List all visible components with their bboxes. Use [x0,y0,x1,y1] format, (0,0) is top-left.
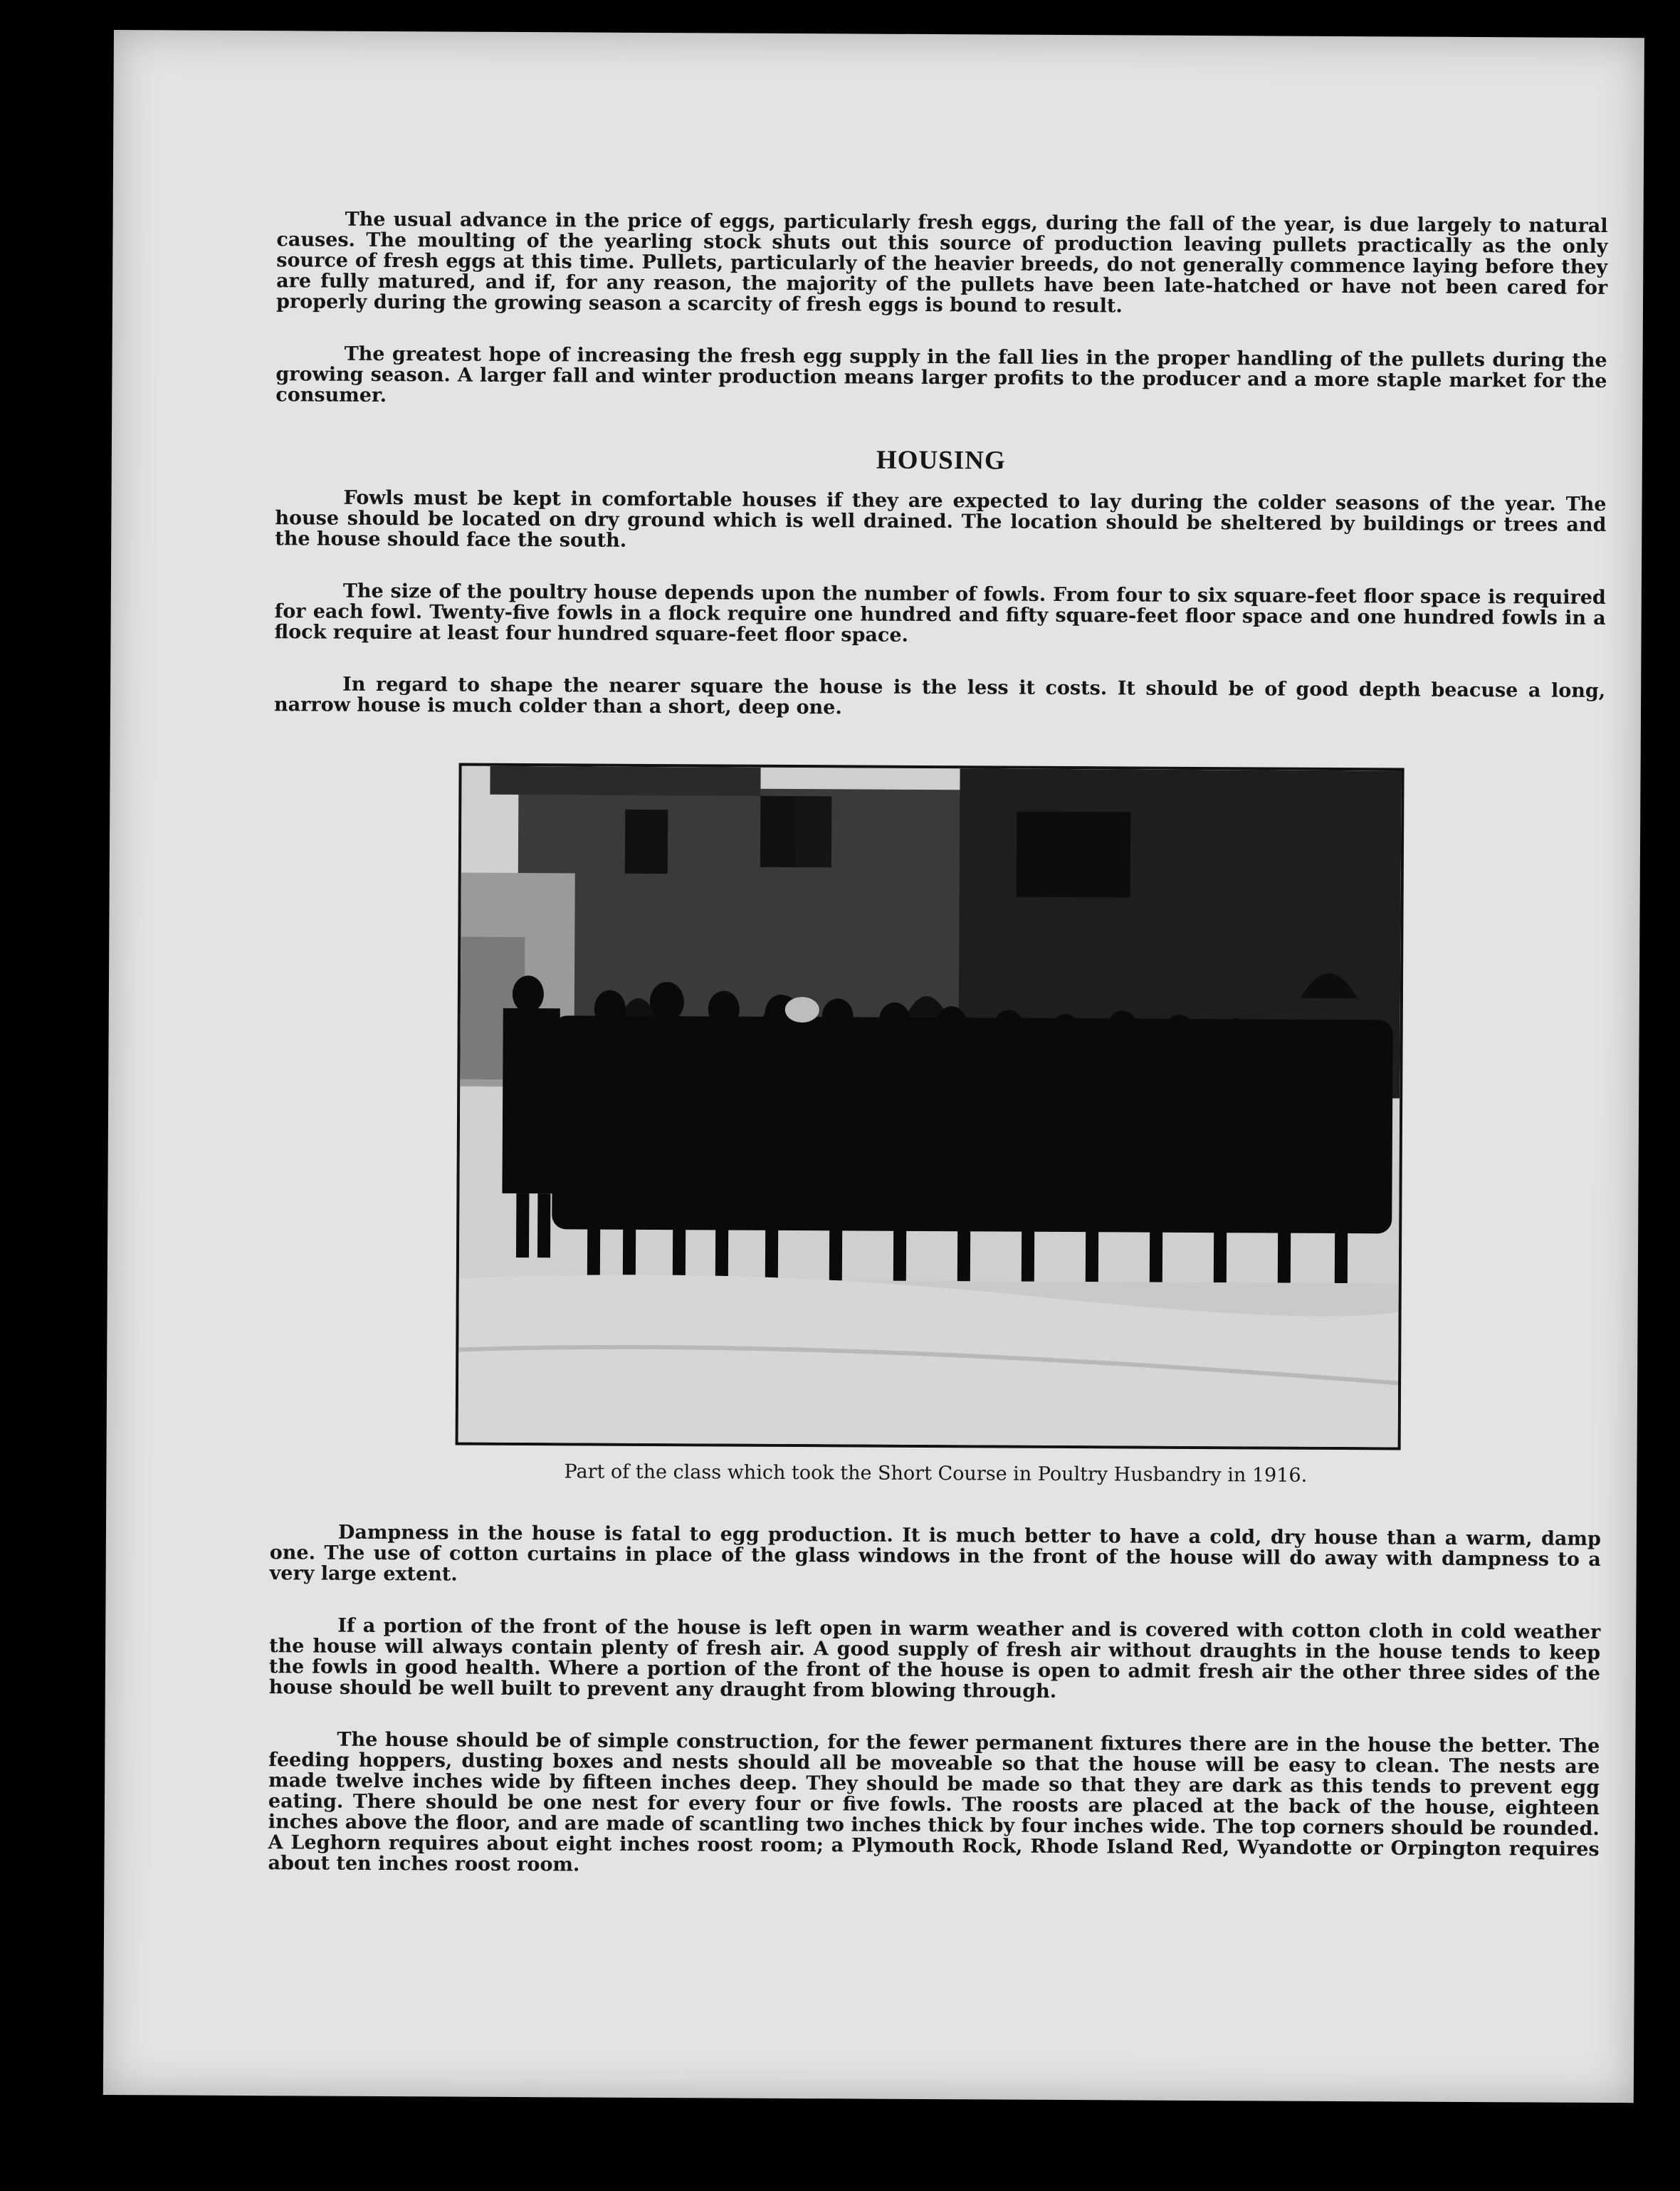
group-photo-image [458,766,1402,1448]
document-page [103,30,1644,2103]
section-heading-housing: HOUSING [876,445,1006,476]
class-group-photo [456,763,1405,1450]
paragraph-dampness: Dampness in the house is fatal to egg production. It is much better to have a cold, dry house than a warm, damp one. The use of cotton curtains in place of the glass windows in the front of the house will do away with dampness to a very large extent. [269,1521,1602,1586]
page-content [268,209,1607,1912]
paragraph-fresh-air: If a portion of the front of the house is left open in warm weather and is covered with cotton cloth in cold weather the house will always contain plenty of fresh air. A good supply of fresh air without draughts in the house tends to keep the fowls in good health. Where a portion of the front of the house is open to admit fresh air the other three sides of the house should be well built to prevent any draught from blowing through. [268,1614,1601,1703]
paragraph-house-shape: In regard to shape the nearer square the house is the less it costs. It should be of good depth beacuse a long, narrow house is much colder than a short, deep one. [273,673,1606,719]
photo-caption: Part of the class which took the Short Course in Poultry Husbandry in 1916. [564,1460,1308,1487]
paragraph-construction: The house should be of simple construction, for the fewer permanent fixtures there are in the house the better. The feeding hoppers, dusting boxes and nests should all be moveable so that the house will be easy to clean. The nests are made twelve inches wide by fifteen inches deep. They should be made so that they are dark as this tends to prevent egg eating. There should be one nest for every four or five fowls. The roosts are placed at the back of the house, eighteen inches above the floor, and are made of scantling two inches thick by four inches wide. The top corners should be rounded. A Leghorn requires about eight inches roost room; a Plymouth Rock, Rhode Island Red, Wyandotte or Orpington requires about ten inches roost room. [268,1728,1600,1876]
photo-figure [270,762,1605,1487]
paragraph-house-size: The size of the poultry house depends upon the number of fowls. From four to six square-feet floor space is required for each fowl. Twenty-five fowls in a flock require one hundred and fifty square-feet floor space and one hundred fowls in a flock require at least four hundred square-feet floor space. [274,580,1606,647]
paragraph-fresh-egg-supply: The greatest hope of increasing the fresh egg supply in the fall lies in the proper handling of the pullets during the growing season. A larger fall and winter production means larger profits to the producer and a more staple market for the consumer. [275,342,1607,407]
paragraph-comfortable-houses: Fowls must be kept in comfortable houses if they are expected to lay during the colder seasons of the year. The house should be located on dry ground which is well drained. The location should be sheltered by buildings or trees and the house should face the south. [275,486,1607,552]
paragraph-egg-prices: The usual advance in the price of eggs, particularly fresh eggs, during the fall of the year, is due largely to natural causes. The moulting of the yearling stock shuts out this source of production leaving pullets practically as the only source of fresh eggs at this time. Pullets, particularly of the heavier breeds, do not generally commence laying before they are fully matured, and if, for any reason, the majority of the pullets have been late-hatched or have not been cared for properly during the growing season a scarcity of fresh eggs is bound to result. [275,208,1608,318]
